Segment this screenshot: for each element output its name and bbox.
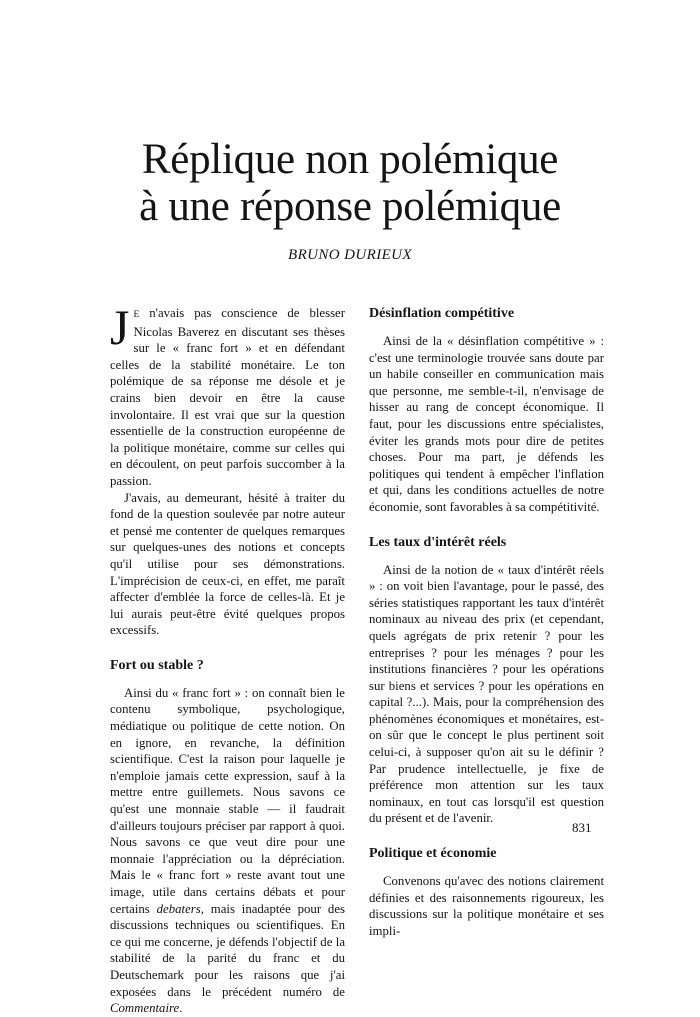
drop-cap: J <box>110 299 130 355</box>
section-politique-economie-text: Convenons qu'avec des notions clairement définies et des raisonnements rigoureux, les discussions sur la politique monétaire et ses impli- <box>369 874 604 938</box>
article-title-line-2: à une réponse polémique <box>139 183 561 230</box>
intro-small-cap: E <box>133 310 140 320</box>
intro-text: n'avais pas conscience de blesser Nicolas Baverez en discutant ses thèses sur le « franc fort » et en défendant celles de la stabilité monétaire. Le ton polémique de sa réponse me désole et je crains bien devoir en être la cause involontaire. Il est vrai que sur la question essentielle de la construction européenne de la politique monétaire, comme sur celles qui en découlent, on peut parfois succomber à la passion. <box>110 306 345 488</box>
section-1-text-part-1: Ainsi du « franc fort » : on connaît bien le contenu symbolique, psychologique, médiatique ou politique de cette notion. On en ignore, en revanche, la définition scientifique. C'est la raison pour laquelle je n'emploie jamais cette expression, sauf à la mettre entre guillemets. Nous savons ce qu'est une monnaie stable — il faudrait d'ailleurs toujours préciser par rapport à quoi. Nous savons ce que veut dire pour une monnaie l'appréciation ou la dépréciation. Mais le « franc fort » reste avant tout une image, utile dans certains débats et pour certains <box>110 685 345 916</box>
section-desinflation-text: Ainsi de la « désinflation compétitive » : c'est une terminologie trouvée sans doute par un habile conseiller en communication mais que personne, me semble-t-il, n'envisage de hisser au rang de concept économique. Il faut, pour les discussions entre spécialistes, éviter les grands mots pour dire de petites choses. Pour ma part, je défends les politiques qui tendent à empêcher l'inflation et qui, dans les conditions actuelles de notre économie, sont favorables à sa compétitivité. <box>369 334 604 514</box>
italic-commentaire: Commentaire <box>110 1001 180 1016</box>
right-column <box>369 305 604 939</box>
paragraph-2: J'avais, au demeurant, hésité à traiter du fond de la question soulevée par notre auteur et pensé me contenter de quelques remarques sur quelques-unes des notions et concepts qu'il utilise pour ses démonstrations. L'imprécision de ceux-ci, en effet, me paraît affecter d'emblée la force de celles-là. Et je lui aurais peut-être évité quelques propos excessifs. <box>110 490 345 638</box>
intro-paragraph <box>110 299 345 490</box>
section-heading-politique-economie: Politique et économie <box>369 846 497 862</box>
article-title-line-1: Réplique non polémique <box>141 136 559 183</box>
italic-debaters: debaters <box>156 901 201 916</box>
section-1-text-part-3: . <box>179 1001 183 1016</box>
section-fort-ou-stable-text <box>110 685 345 1017</box>
section-1-text-part-2: , mais inadaptée pour des discussions techniques ou scientifiques. En ce qui me concerne, je défends l'objectif de la stabilité de la parité du franc et du Deutschemark pour les raisons que j'ai exposées dans le précédent numéro de <box>110 901 345 999</box>
article-title <box>0 136 700 230</box>
article-author: BRUNO DURIEUX <box>288 247 412 263</box>
section-heading-fort-ou-stable: Fort ou stable ? <box>110 657 204 673</box>
page-number: 831 <box>572 820 592 835</box>
section-heading-desinflation: Désinflation compétitive <box>369 306 515 321</box>
section-taux-interet-text: Ainsi de la notion de « taux d'intérêt réels » : on voit bien l'avantage, pour le passé, des séries statistiques rapportant les taux d'intérêt nominaux au niveau des prix (et cependant, quels agrégats de prix retenir ? pour les entreprises ? pour les ménages ? pour les institutions financières ? pour les opérations sur biens et services ? pour les opérations en capital ?...). Mais, pour la compréhension des phénomènes économiques et monétaires, est-on sûr que le concept le plus pertinent soit celui-ci, à supposer qu'on ait su le définir ? Par prudence intellectuelle, je fixe de préférence mon attention sur les taux nominaux, en tout cas lorsqu'il est question du présent et de l'avenir. <box>369 562 604 826</box>
left-column <box>110 299 345 1017</box>
section-heading-taux-interet: Les taux d'intérêt réels <box>369 534 507 550</box>
